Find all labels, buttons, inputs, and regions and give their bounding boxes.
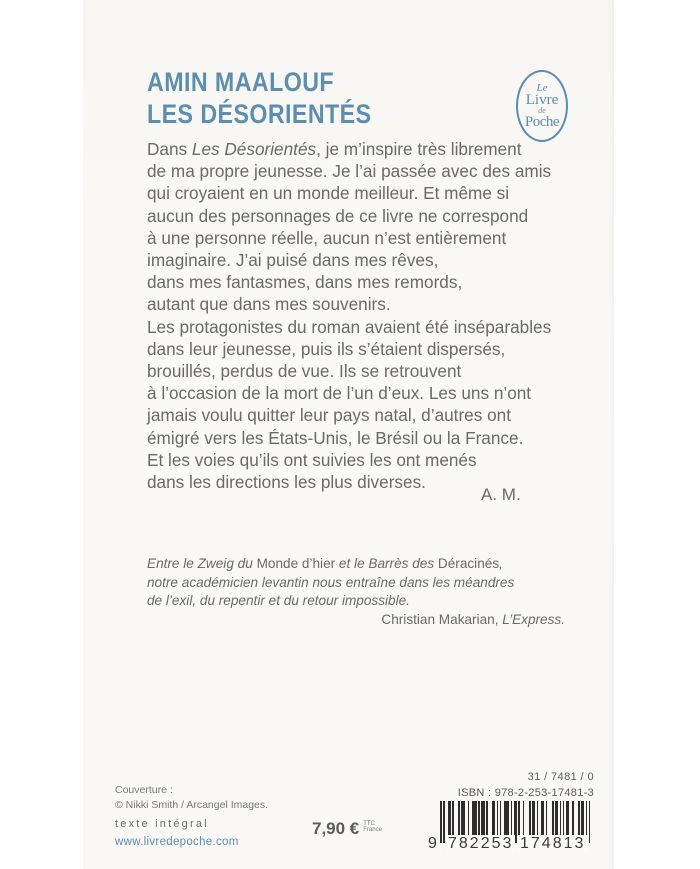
barcode-digit-first: 9 bbox=[428, 835, 439, 852]
blurb-line: dans leur jeunesse, puis ils s’étaient dispersés, bbox=[147, 338, 506, 359]
blurb-line: émigré vers les États-Unis, le Brésil ou la France. bbox=[147, 427, 524, 448]
blurb-line: aucun des personnages de ce livre ne correspond bbox=[147, 205, 529, 226]
blurb-line: à une personne réelle, aucun n’est entièrement bbox=[147, 227, 507, 248]
logo-de: de bbox=[538, 106, 546, 116]
blurb-line: Et les voies qu’ils ont suivies les ont menés bbox=[147, 449, 477, 470]
blurb-line: autant que dans mes souvenirs. bbox=[147, 294, 391, 315]
review-attribution bbox=[147, 611, 565, 630]
review-work-title: Monde d’hier bbox=[256, 556, 336, 571]
barcode-icon bbox=[428, 801, 594, 855]
press-review bbox=[147, 555, 565, 629]
book-title: LES DÉSORIENTÉS bbox=[147, 99, 372, 129]
review-text: et le Barrès des bbox=[335, 556, 438, 571]
critic-name: Christian Makarian, bbox=[381, 611, 503, 627]
credits bbox=[115, 783, 268, 850]
price-tax-note bbox=[363, 821, 382, 833]
price bbox=[312, 819, 382, 839]
livre-de-poche-logo-icon bbox=[516, 70, 568, 142]
cover-credit: © Nikki Smith / Arcangel Images. bbox=[115, 799, 269, 811]
catalog-number: 31 / 7481 / 0 bbox=[527, 771, 594, 783]
blurb-line: dans mes fantasmes, dans mes remords, bbox=[147, 272, 463, 293]
barcode-digit-group: 174813 bbox=[520, 835, 586, 852]
blurb bbox=[147, 138, 587, 493]
blurb-line: Les protagonistes du roman avaient été inséparables bbox=[147, 316, 552, 337]
price-amount: 7,90 € bbox=[312, 819, 360, 838]
blurb-line bbox=[147, 138, 587, 160]
blurb-line: à l’occasion de la mort de l’un d’eux. Les uns n’ont bbox=[147, 383, 532, 404]
blurb-line: de ma propre jeunesse. Je l’ai passée avec des amis bbox=[147, 161, 552, 182]
blurb-line: dans les directions les plus diverses. bbox=[147, 472, 426, 493]
publication-name: L’Express. bbox=[502, 611, 565, 627]
logo-le: Le bbox=[536, 81, 548, 94]
review-line bbox=[147, 555, 565, 574]
review-line: notre académicien levantin nous entraîne dans les méandres bbox=[147, 574, 515, 590]
blurb-line: brouillés, perdus de vue. Ils se retrouvent bbox=[147, 361, 462, 382]
review-line: de l’exil, du repentir et du retour impossible. bbox=[147, 593, 410, 608]
cover-label: Couverture : bbox=[115, 784, 173, 796]
review-text: Entre le Zweig du bbox=[147, 556, 257, 571]
logo-poche: Poche bbox=[524, 114, 560, 131]
isbn: ISBN : 978-2-253-17481-3 bbox=[457, 787, 594, 799]
author-name: AMIN MAALOUF bbox=[147, 67, 335, 97]
blurb-text: , je m’inspire très librement bbox=[316, 139, 522, 159]
blurb-text: Dans bbox=[147, 139, 192, 159]
codes-block bbox=[428, 771, 594, 855]
ttc-label: TTC bbox=[363, 821, 375, 827]
barcode-digit-group: 782253 bbox=[448, 835, 514, 852]
title-block bbox=[147, 66, 408, 130]
review-work-title: Déracinés bbox=[437, 556, 500, 571]
country-label: France bbox=[363, 827, 382, 833]
blurb-line: qui croyaient en un monde meilleur. Et même si bbox=[147, 183, 510, 204]
blurb-line: jamais voulu quitter leur pays natal, d’autres ont bbox=[147, 405, 512, 426]
blurb-book-title: Les Désorientés bbox=[191, 139, 317, 159]
review-text: , bbox=[499, 556, 503, 571]
book-back-cover bbox=[83, 0, 614, 869]
logo-livre: Livre bbox=[525, 92, 559, 109]
publisher-url[interactable]: www.livredepoche.com bbox=[115, 836, 239, 848]
author-signature: A. M. bbox=[481, 485, 521, 504]
edition-label: texte intégral bbox=[115, 818, 209, 830]
blurb-line: imaginaire. J’ai puisé dans mes rêves, bbox=[147, 250, 439, 271]
